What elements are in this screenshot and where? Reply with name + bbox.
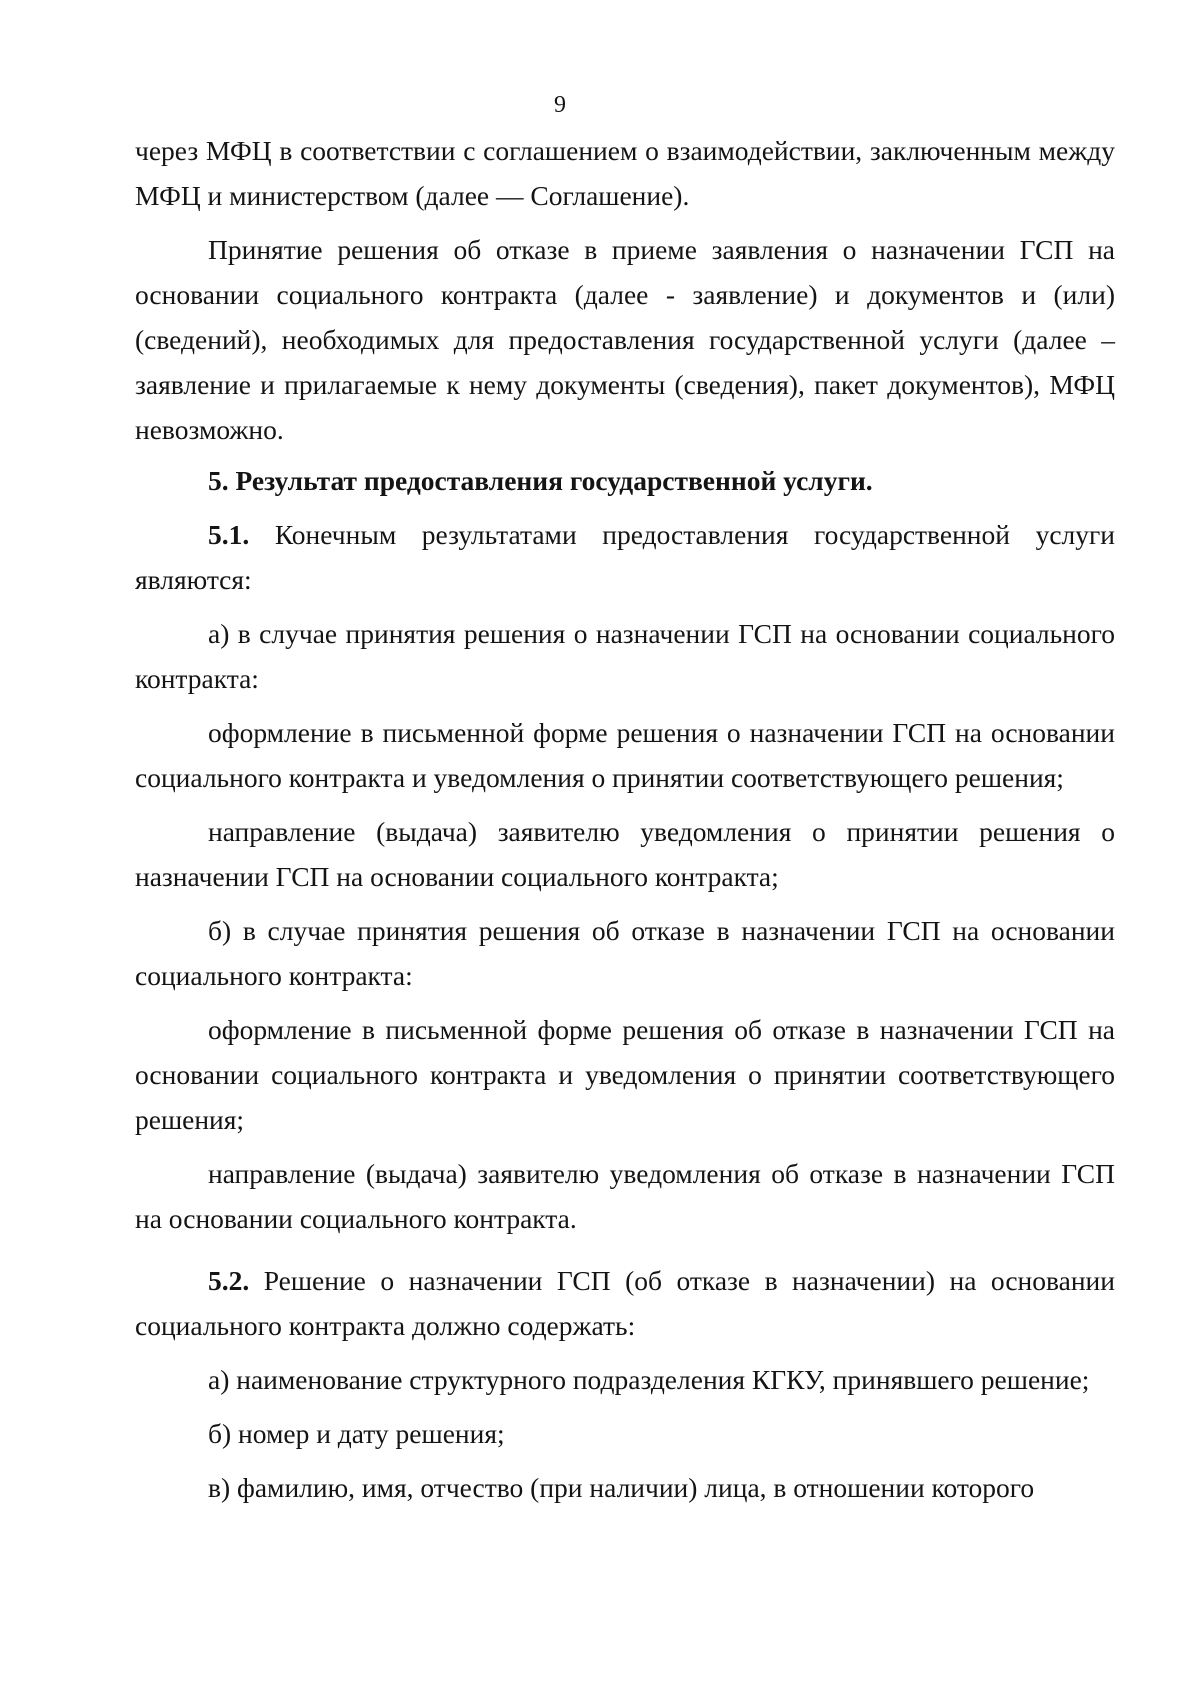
clause-text: Решение о назначении ГСП (об отказе в назначении) на основании социального контракта должно содержать: bbox=[135, 1265, 1115, 1341]
paragraph-item-a: а) в случае принятия решения о назначении ГСП на основании социального контракта: bbox=[135, 618, 1115, 694]
section-heading-5: 5. Результат предоставления государственной услуги. bbox=[208, 465, 873, 496]
paragraph-5-1 bbox=[135, 512, 1115, 602]
paragraph-decision-item-c: в) фамилию, имя, отчество (при наличии) лица, в отношении которого bbox=[208, 1472, 1035, 1503]
paragraph-refusal-mfc: Принятие решения об отказе в приеме заявления о назначении ГСП на основании социального контракта (далее - заявление) и документов и (или) (сведений), необходимых для предоставления государственной услуги (далее – заявление и прилагаемые к нему документы (сведения), пакет документов), МФЦ невозможно. bbox=[135, 234, 1115, 445]
paragraph-notification-positive: направление (выдача) заявителю уведомления о принятии решения о назначении ГСП на основании социального контракта; bbox=[135, 816, 1115, 892]
document-body bbox=[135, 128, 1115, 1510]
paragraph-formalization-refusal: оформление в письменной форме решения об отказе в назначении ГСП на основании социального контракта и уведомления о принятии соответствующего решения; bbox=[135, 1014, 1115, 1135]
clause-number: 5.1. bbox=[208, 519, 250, 550]
paragraph-decision-item-a: а) наименование структурного подразделения КГКУ, принявшего решение; bbox=[208, 1364, 1090, 1395]
page-number: 9 bbox=[554, 92, 566, 118]
clause-text: Конечным результатами предоставления государственной услуги являются: bbox=[135, 519, 1115, 595]
paragraph-notification-refusal: направление (выдача) заявителю уведомления об отказе в назначении ГСП на основании социального контракта. bbox=[135, 1158, 1115, 1234]
paragraph-item-b: б) в случае принятия решения об отказе в назначении ГСП на основании социального контракта: bbox=[135, 915, 1115, 991]
paragraph-5-2 bbox=[135, 1258, 1115, 1348]
paragraph-decision-item-b: б) номер и дату решения; bbox=[208, 1418, 505, 1449]
paragraph-continuation: через МФЦ в соответствии с соглашением о взаимодействии, заключенным между МФЦ и министерством (далее — Соглашение). bbox=[135, 135, 1115, 211]
paragraph-formalization-positive: оформление в письменной форме решения о назначении ГСП на основании социального контракта и уведомления о принятии соответствующего решения; bbox=[135, 717, 1115, 793]
clause-number: 5.2. bbox=[208, 1265, 250, 1296]
